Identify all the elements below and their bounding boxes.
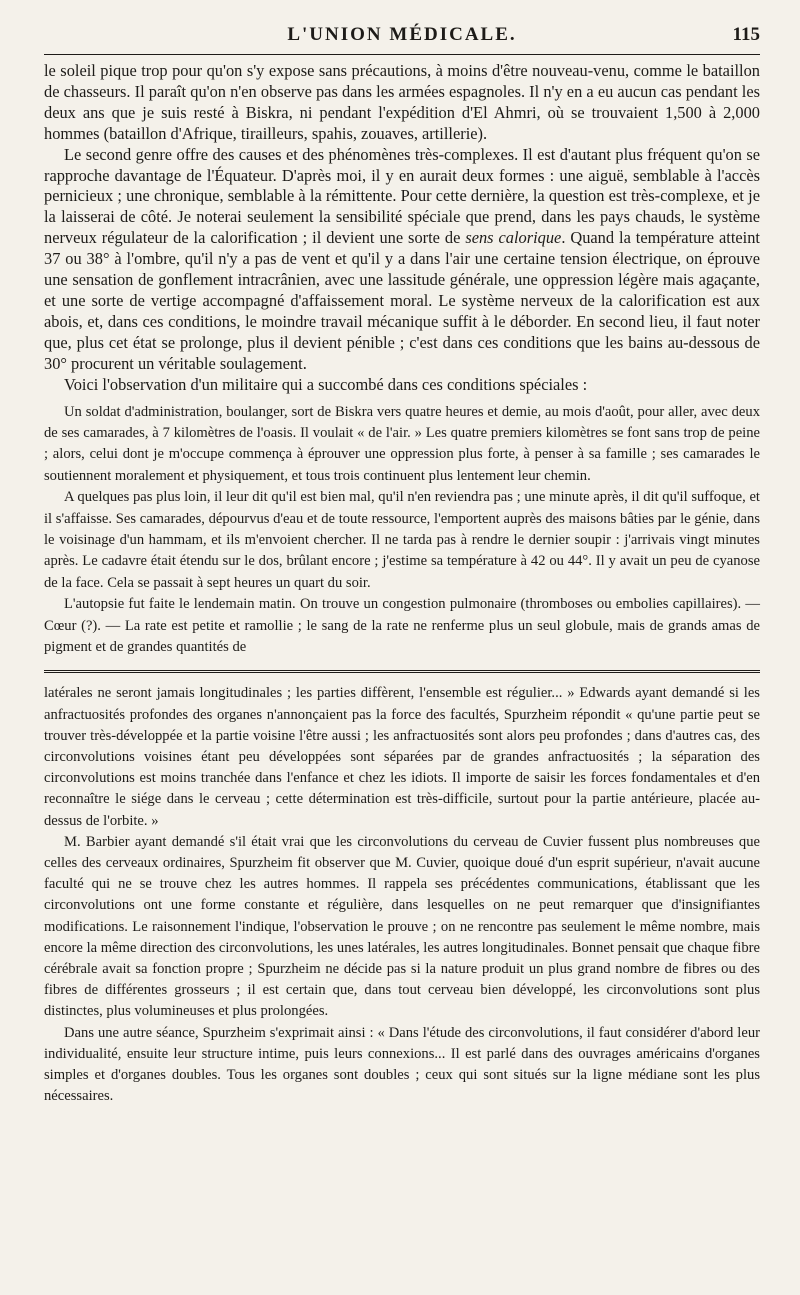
paragraph-text: Le second genre offre des causes et des phénomènes très-complexes. Il est d'autant plus fréquent qu'on se rapproche davantage de l'Équateur. D'après moi, il y en aurait deux formes : une aiguë, semblable à l'accès pernicieux ; une chronique, semblable à la rémittente. Pour cette dernière, la question est très-complexe, et je la laisserai de côté. Je noterai seulement la sensibilité spéciale que prend, dans les pays chauds, le système nerveux régulateur de la calorification ; il devient une sorte de <box>44 144 760 248</box>
paragraph-observation-intro: Voici l'observation d'un militaire qui a succombé dans ces conditions spéciales : <box>64 374 588 394</box>
running-title: L'UNION MÉDICALE. <box>287 24 517 45</box>
observation-paragraph: Un soldat d'administration, boulanger, sort de Biskra vers quatre heures et demie, au mois d'août, pour aller, avec deux de ses camarades, à 7 kilomètres de l'oasis. Il voulait « de l'air. » Les quatre premiers kilomètres se font sans trop de peine ; alors, celui dont je m'occupe commença à éprouver une oppression plus forte, à penser à sa famille ; ses camarades le soutiennent moralement et physiquement, et tous trois continuent plus lentement leur chemin. <box>44 403 760 484</box>
paragraph-text: . Quand la température atteint 37 ou 38° à l'ombre, qu'il n'y a pas de vent et qu'il y a dans l'air une certaine tension électrique, on éprouve une sensation de gonflement intracrânien, avec une lassitude générale, une oppression légère mais agaçante, et une sorte de vertige accompagné d'affaissement moral. Le système nerveux de la calorification est aux abois, et, dans ces conditions, le moindre travail mécanique suffit à le déborder. En second lieu, il faut noter que, plus cet état se prolonge, plus il devient pénible ; c'est dans ces conditions que les bains au-dessous de 30° procurent un véritable soulagement. <box>44 228 760 373</box>
header-rule <box>44 54 760 55</box>
page-number: 115 <box>732 24 760 45</box>
feuilleton-separator <box>44 670 760 675</box>
main-text <box>44 61 760 658</box>
feuilleton-paragraph: M. Barbier ayant demandé s'il était vrai que les circonvolutions du cerveau de Cuvier fussent plus nombreuses que celles des cerveaux ordinaires, Spurzheim fit observer que M. Cuvier, quoique doué d'un esprit supérieur, n'avait aucune faculté qui ne se trouve chez les autres hommes. Il rappela ses précédentes communications, établissant que les circonvolutions ont une forme constante et régulière, dans lesquelles on ne peut remarquer que d'insignifiantes modifications. Le raisonnement l'indique, l'observation le prouve ; on ne rencontre pas seulement le même nombre, mais encore la même direction des circonvolutions, les unes latérales, les autres longitudinales. Bonnet pensait que chaque fibre cérébrale avait sa fonction propre ; Spurzheim ne décide pas si la nature produit un plus grand nombre de fibres ou des fibres de différentes grosseurs ; il est certain que, dans tout cerveau bien développé, les circonvolutions sont plus distinctes, plus volumineuses et plus prolongées. <box>44 833 760 1020</box>
feuilleton-paragraph: latérales ne seront jamais longitudinales ; les parties diffèrent, l'ensemble est régulier... » Edwards ayant demandé si les anfractuosités profondes des organes n'annonçaient pas la force des facultés, Spurzheim répondit « qu'une partie peut se trouver très-développée et la partie voisine l'être aussi ; les anfractuosités sont alors peu profondes ; dans d'autres cas, des circonvolutions voisines étant peu développées sont séparées par de grandes anfractuosités ; la séparation des circonvolutions est moins tranchée dans l'enfance et chez les idiots. Il importe de saisir les forces fondamentales et d'en reconnaître le siége dans le cerveau ; cette détermination est très-difficile, surtout pour la partie antérieure, placée au-dessus de l'orbite. » <box>44 685 760 829</box>
feuilleton-text <box>44 683 760 1107</box>
observation-paragraph: L'autopsie fut faite le lendemain matin. On trouve un congestion pulmonaire (thromboses ou embolies capillaires). — Cœur (?). — La rate est petite et ramollie ; le sang de la rate ne renferme plus un seul globule, mais de grands amas de pigment et de grandes quantités de <box>44 596 760 655</box>
observation-paragraph: A quelques pas plus loin, il leur dit qu'il est bien mal, qu'il n'en reviendra pas ; une minute après, il dit qu'il suffoque, et il s'affaisse. Ses camarades, dépourvus d'eau et de toute ressource, l'emportent auprès des maisons bâties par le génie, dans le voisinage d'un hammam, et ils m'envoient chercher. Il ne tarda pas à rendre le dernier soupir : j'arrivais vingt minutes après. Le cadavre était étendu sur le dos, brûlant encore ; j'estime sa température à 42 ou 44°. Il y avait un peu de cyanose de la face. Cela se passait à sept heures un quart du soir. <box>44 489 760 591</box>
page-header <box>44 18 760 52</box>
feuilleton-paragraph: Dans une autre séance, Spurzheim s'exprimait ainsi : « Dans l'étude des circonvolutions, il faut considérer d'abord leur individualité, ensuite leur structure intime, puis leurs connexions... Il est parlé dans des ouvrages américains d'organes simples et d'organes doubles. Tous les organes sont doubles ; ceux qui sont situés sur la ligne médiane sont les plus nécessaires. <box>44 1024 760 1105</box>
observation-block <box>44 402 760 659</box>
emphasis-term: sens calorique <box>465 228 562 248</box>
paragraph-second-genre <box>44 145 760 375</box>
paragraph-continuation: le soleil pique trop pour qu'on s'y expose sans précautions, à moins d'être nouveau-venu, comme le bataillon de chasseurs. Il paraît qu'on n'en observe pas dans les armées espagnoles. Il n'y en a eu aucun cas pendant les deux ans que je suis resté à Biskra, ni pendant l'expédition d'El Ahmri, où se trouvaient 1,500 à 2,000 hommes (bataillon d'Afrique, tirailleurs, spahis, zouaves, artillerie). <box>44 61 760 143</box>
